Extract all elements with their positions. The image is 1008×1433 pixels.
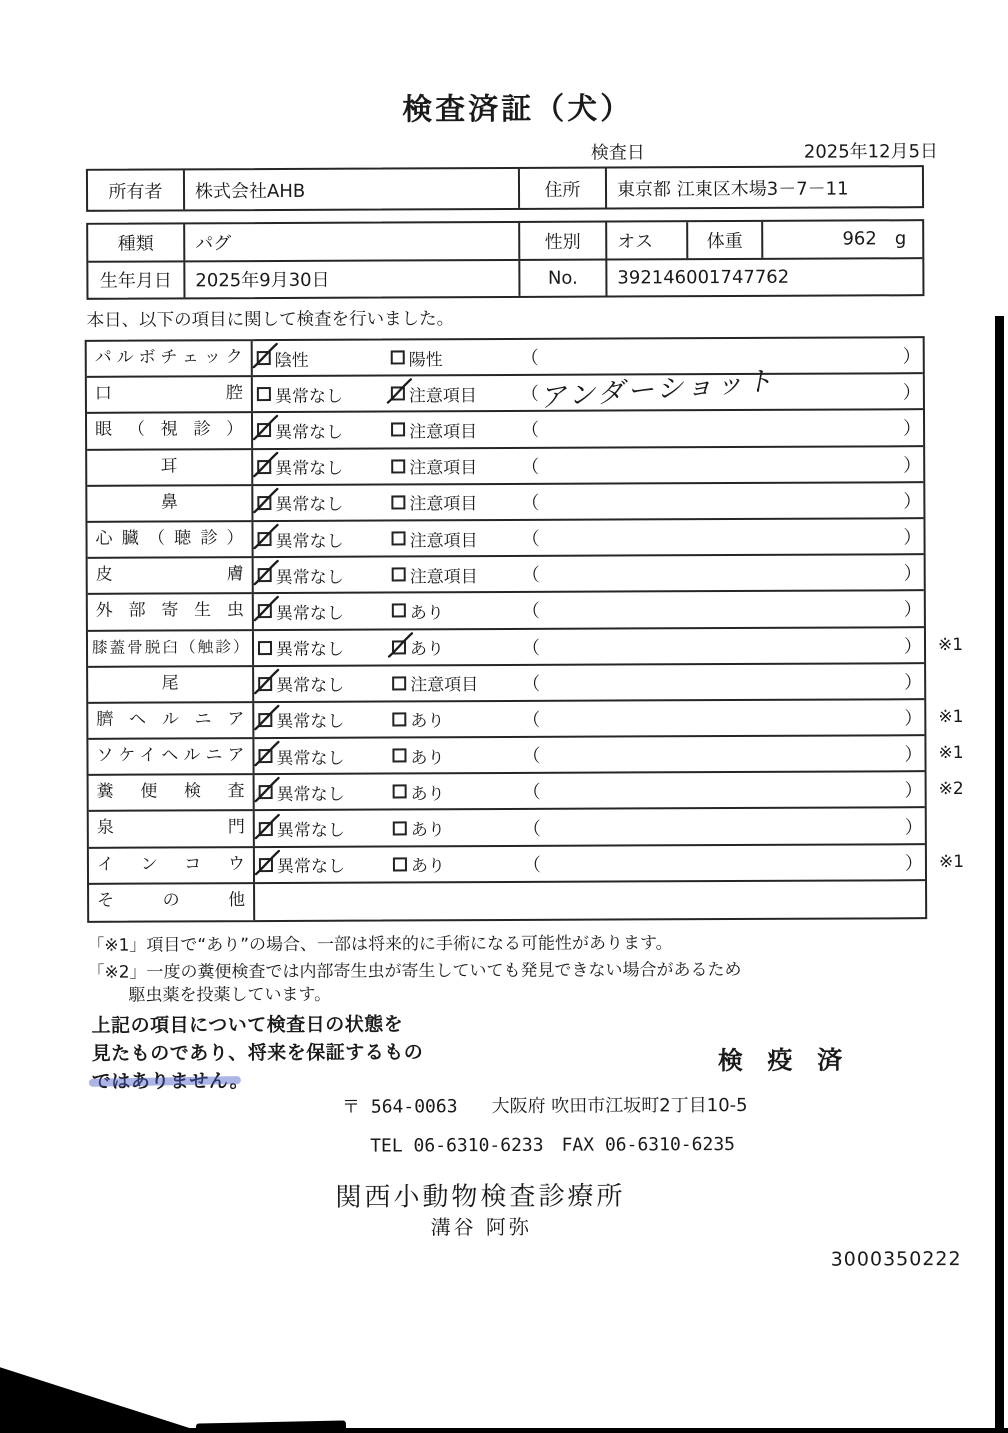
checkbox-checked: [259, 785, 273, 799]
exam-option: [393, 811, 445, 845]
checkbox-checked: [259, 858, 273, 872]
option-label: 注意項目: [408, 385, 477, 407]
check-mark-icon: [386, 632, 414, 660]
checkbox-unchecked: [392, 568, 406, 582]
weight-unit: g: [894, 228, 907, 250]
paren-open: （: [521, 601, 540, 623]
exam-option: [257, 377, 343, 412]
exam-row: [88, 555, 924, 595]
exam-item-label: 臍ヘルニア: [88, 703, 254, 738]
inspection-date-value: 2025年12月5日: [803, 141, 939, 163]
checkbox-checked: [392, 640, 406, 654]
breed-value: パグ: [185, 223, 520, 260]
weight-label: 体重: [688, 222, 763, 258]
exam-option: [392, 557, 478, 592]
checkbox-checked: [258, 713, 272, 727]
exam-item-label: 耳: [87, 450, 253, 485]
exam-option: [259, 847, 345, 882]
paren-open: （: [521, 637, 541, 659]
paren-open: （: [522, 782, 541, 804]
paren-close: ）: [904, 816, 923, 838]
checkbox-checked: [257, 351, 271, 365]
exam-row: [87, 483, 923, 523]
exam-item-content: [255, 845, 925, 882]
exam-option: [392, 666, 478, 701]
exam-item-label: 皮膚: [88, 558, 254, 593]
exam-option: [259, 775, 345, 810]
exam-item-label: 鼻: [87, 486, 253, 521]
paren-close: ）: [902, 382, 921, 404]
exam-item-label: インコウ: [89, 848, 255, 883]
option-label: 異常なし: [275, 422, 344, 443]
exam-option: [391, 521, 477, 556]
owner-value: 株式会社AHB: [185, 169, 520, 209]
exam-item-content: [255, 772, 925, 809]
exam-item-label: ソケイヘルニア: [88, 739, 254, 774]
option-label: 異常なし: [274, 386, 343, 407]
exam-option: [391, 412, 477, 447]
option-label: 陰性: [274, 350, 309, 371]
paren-open: （: [520, 384, 539, 406]
option-label: 陽性: [408, 349, 443, 371]
birthdate-label: 生年月日: [88, 262, 185, 298]
checkbox-unchecked: [391, 351, 405, 365]
exam-option: [257, 413, 343, 448]
paren-open: （: [522, 673, 541, 695]
exam-item-label: 外部寄生虫: [88, 594, 254, 629]
veterinarian-name: 溝谷 阿弥: [430, 1214, 532, 1240]
exam-option: [258, 666, 344, 701]
exam-option: [258, 703, 344, 738]
exam-item-label: 尾: [88, 667, 254, 702]
exam-row: [88, 736, 964, 776]
option-label: あり: [409, 603, 444, 624]
option-label: 異常なし: [276, 748, 345, 769]
exam-item-content: [254, 555, 924, 592]
exam-row: [87, 338, 923, 378]
exam-item-label: 糞便検査: [89, 775, 255, 810]
paren-open: （: [521, 528, 540, 550]
checkbox-checked: [259, 822, 273, 836]
check-mark-icon: [251, 488, 279, 516]
checkbox-unchecked: [258, 641, 272, 655]
address-value: 東京都 江東区木場3－7－11: [616, 177, 849, 201]
checkbox-unchecked: [392, 531, 406, 545]
checkbox-unchecked: [392, 604, 406, 618]
clinic-address: 大阪府 吹田市江坂町2丁目10-5: [491, 1094, 748, 1118]
paren-close: ）: [903, 635, 923, 657]
exam-option: [259, 811, 345, 846]
exam-item-content: [254, 591, 924, 628]
check-mark-icon: [251, 452, 279, 480]
sex-label: 性別: [520, 223, 607, 259]
option-label: あり: [410, 784, 445, 805]
check-mark-icon: [252, 741, 280, 769]
exam-option: [391, 485, 477, 520]
scan-artifact-right-edge: [995, 316, 1004, 1433]
exam-item-label: その他: [89, 884, 255, 921]
exam-row: [88, 700, 964, 740]
paren-open: （: [522, 709, 541, 731]
paren-close: ）: [903, 527, 922, 549]
option-label: あり: [410, 747, 445, 769]
disclaimer-line-1: 上記の項目について検査日の状態を: [91, 1013, 404, 1037]
option-label: 異常なし: [276, 675, 345, 697]
check-mark-icon: [251, 415, 279, 443]
checkbox-unchecked: [393, 857, 407, 871]
exam-option: [391, 449, 477, 484]
exam-row: [88, 591, 924, 631]
exam-row: [87, 519, 923, 559]
clinic-postal-code: 〒 564-0063: [341, 1096, 458, 1118]
exam-row: [87, 447, 923, 487]
check-mark-icon: [252, 669, 280, 697]
exam-option: [257, 449, 343, 484]
scan-artifact-smudge: [196, 1420, 346, 1433]
breed-label: 種類: [88, 224, 185, 260]
weight-cell: [763, 221, 922, 257]
exam-row: [89, 772, 964, 812]
number-value: 392146001747762: [617, 266, 790, 289]
paren-open: （: [522, 745, 541, 768]
exam-row: [87, 365, 923, 415]
checkbox-unchecked: [391, 459, 405, 473]
clinic-name: 関西小動物検査診療所: [335, 1181, 626, 1213]
footnote-2-continued: 駆虫薬を投薬しています。: [128, 984, 332, 1006]
check-mark-icon: [253, 814, 281, 842]
paren-open: （: [521, 420, 540, 442]
exam-option: [392, 594, 444, 628]
option-label: 注意項目: [409, 458, 478, 479]
checkbox-unchecked: [393, 785, 407, 799]
exam-option: [258, 739, 344, 774]
checkbox-checked: [258, 532, 272, 546]
checkbox-checked: [258, 749, 272, 763]
address-label: 住所: [520, 169, 607, 208]
exam-option: [258, 594, 344, 629]
exam-item-content: [254, 700, 924, 737]
option-label: 注意項目: [409, 494, 478, 515]
exam-option: [258, 558, 344, 593]
exam-item-label: 膝蓋骨脱臼（触診）: [88, 631, 254, 666]
sex-value: オス: [607, 222, 688, 258]
exam-option: [392, 630, 444, 664]
option-label: 異常なし: [275, 567, 344, 588]
exam-option: [258, 630, 344, 665]
option-label: 異常なし: [275, 458, 344, 480]
exam-option: [257, 522, 343, 557]
option-label: 異常なし: [276, 784, 345, 805]
exam-option: [393, 847, 445, 881]
option-label: 注意項目: [410, 675, 479, 696]
exam-item-label: 心臓（聴診）: [87, 522, 253, 557]
paren-close: ）: [903, 563, 922, 585]
dog-info-row-1: [88, 221, 922, 262]
paren-close: ）: [904, 708, 923, 730]
paren-close: ）: [904, 780, 923, 802]
exam-item-content: [254, 664, 924, 701]
paren-open: （: [522, 818, 541, 840]
option-label: 注意項目: [409, 530, 478, 551]
owner-table: [86, 165, 924, 212]
exam-item-content: [253, 447, 923, 484]
exam-option: [257, 485, 343, 520]
paren-close: ）: [902, 346, 921, 368]
option-label: 異常なし: [275, 603, 344, 624]
check-mark-icon: [385, 379, 413, 407]
exam-item-content: [253, 411, 923, 448]
checkbox-checked: [257, 496, 271, 510]
option-label: あり: [409, 639, 445, 660]
checkbox-checked: [258, 677, 272, 691]
checkbox-checked: [257, 423, 271, 437]
check-mark-icon: [253, 850, 281, 878]
option-label: あり: [410, 856, 446, 877]
exam-item-label: パルボチェック: [87, 341, 253, 376]
document-title: 検査済証（犬）: [402, 91, 634, 128]
paren-close: ）: [903, 454, 922, 476]
check-mark-icon: [253, 777, 281, 805]
option-label: 異常なし: [276, 856, 346, 878]
checkbox-unchecked: [257, 387, 271, 401]
exam-item-label: 眼（視診）: [87, 413, 253, 448]
check-mark-icon: [252, 560, 280, 588]
dog-info-table: [86, 219, 924, 300]
clinic-tel-fax: TEL 06-6310-6233 FAX 06-6310-6235: [370, 1133, 736, 1157]
checkbox-unchecked: [391, 495, 405, 509]
exam-item-content: [255, 809, 925, 846]
footnote-marker: ※1: [937, 634, 964, 655]
paren-close: ）: [903, 418, 922, 440]
exam-item-content: [253, 483, 923, 520]
exam-item-content: [253, 519, 923, 556]
birthdate-value: 2025年9月30日: [185, 260, 520, 297]
paren-open: （: [521, 492, 540, 514]
owner-label: 所有者: [88, 170, 185, 209]
check-mark-icon: [252, 596, 280, 624]
exam-item-content: [253, 365, 923, 415]
paren-close: ）: [904, 671, 923, 694]
footnote-marker: ※1: [938, 851, 965, 872]
exam-row: [88, 628, 964, 668]
exam-row: [89, 845, 965, 885]
disclaimer-line-2: 見たものであり、将来を保証するもの: [91, 1041, 424, 1065]
checkbox-unchecked: [392, 676, 406, 690]
check-mark-icon: [251, 343, 279, 371]
checkbox-checked: [391, 387, 405, 401]
number-label: No.: [520, 260, 607, 296]
exam-item-label: 口腔: [87, 377, 253, 412]
exam-option: [391, 340, 443, 374]
exam-item-content: [255, 881, 925, 920]
exam-option: [257, 341, 309, 375]
checkbox-unchecked: [393, 821, 407, 835]
option-label: あり: [410, 820, 445, 841]
footnote-1: 「※1」項目で“あり”の場合、一部は将来的に手術になる可能性があります。: [87, 933, 673, 956]
handwritten-note: アンダーショット: [538, 365, 777, 415]
option-label: 異常なし: [275, 531, 344, 552]
footnote-marker: ※1: [938, 706, 964, 728]
exam-row: [87, 411, 923, 451]
footnote-marker: ※1: [938, 743, 964, 764]
option-label: 異常なし: [276, 712, 345, 733]
exam-row: [89, 809, 925, 849]
intro-text: 本日、以下の項目に関して検査を行いました。: [86, 309, 455, 331]
paren-open: （: [521, 565, 540, 587]
checkbox-checked: [258, 604, 272, 618]
exam-item-content: [254, 736, 924, 773]
option-label: 異常なし: [275, 639, 345, 661]
clinic-address-line: [342, 1091, 748, 1119]
option-label: 注意項目: [409, 566, 478, 588]
footnote-2: 「※2」一度の糞便検査では内部寄生虫が寄生していても発見できない場合があるため: [87, 959, 742, 983]
exam-option: [392, 702, 444, 736]
document-serial-number: 3000350222: [830, 1248, 962, 1271]
exam-item-label: 泉門: [89, 812, 255, 847]
paren-close: ）: [903, 491, 922, 513]
exam-option: [391, 376, 477, 411]
option-label: 異常なし: [275, 495, 344, 516]
inspection-date-label: 検査日: [590, 142, 645, 164]
checkbox-unchecked: [392, 749, 406, 763]
checkbox-unchecked: [391, 423, 405, 437]
paren-close: ）: [904, 852, 924, 874]
exam-row: [89, 881, 925, 921]
exam-option: [393, 775, 445, 809]
check-mark-icon: [251, 524, 279, 552]
option-label: あり: [410, 711, 445, 732]
paren-open: （: [521, 456, 540, 478]
exam-option: [392, 738, 444, 772]
exam-item-content: [253, 338, 923, 375]
checkbox-checked: [257, 460, 271, 474]
disclaimer-line-3: ではありません。: [91, 1070, 250, 1093]
check-mark-icon: [252, 705, 280, 733]
checkbox-unchecked: [392, 712, 406, 726]
weight-value: 962: [842, 228, 877, 250]
paren-open: （: [520, 347, 539, 370]
footnote-marker: ※2: [938, 779, 964, 800]
paren-open: （: [522, 854, 542, 876]
quarantine-passed-stamp: 検 疫 済: [717, 1045, 851, 1076]
exam-table: [85, 336, 965, 923]
dog-info-row-2: [88, 259, 922, 298]
paren-close: ）: [903, 599, 922, 621]
option-label: 注意項目: [409, 422, 478, 443]
exam-row: [88, 664, 924, 704]
exam-item-content: [254, 628, 924, 665]
option-label: 異常なし: [276, 820, 345, 842]
checkbox-checked: [258, 568, 272, 582]
paren-close: ）: [904, 744, 923, 766]
